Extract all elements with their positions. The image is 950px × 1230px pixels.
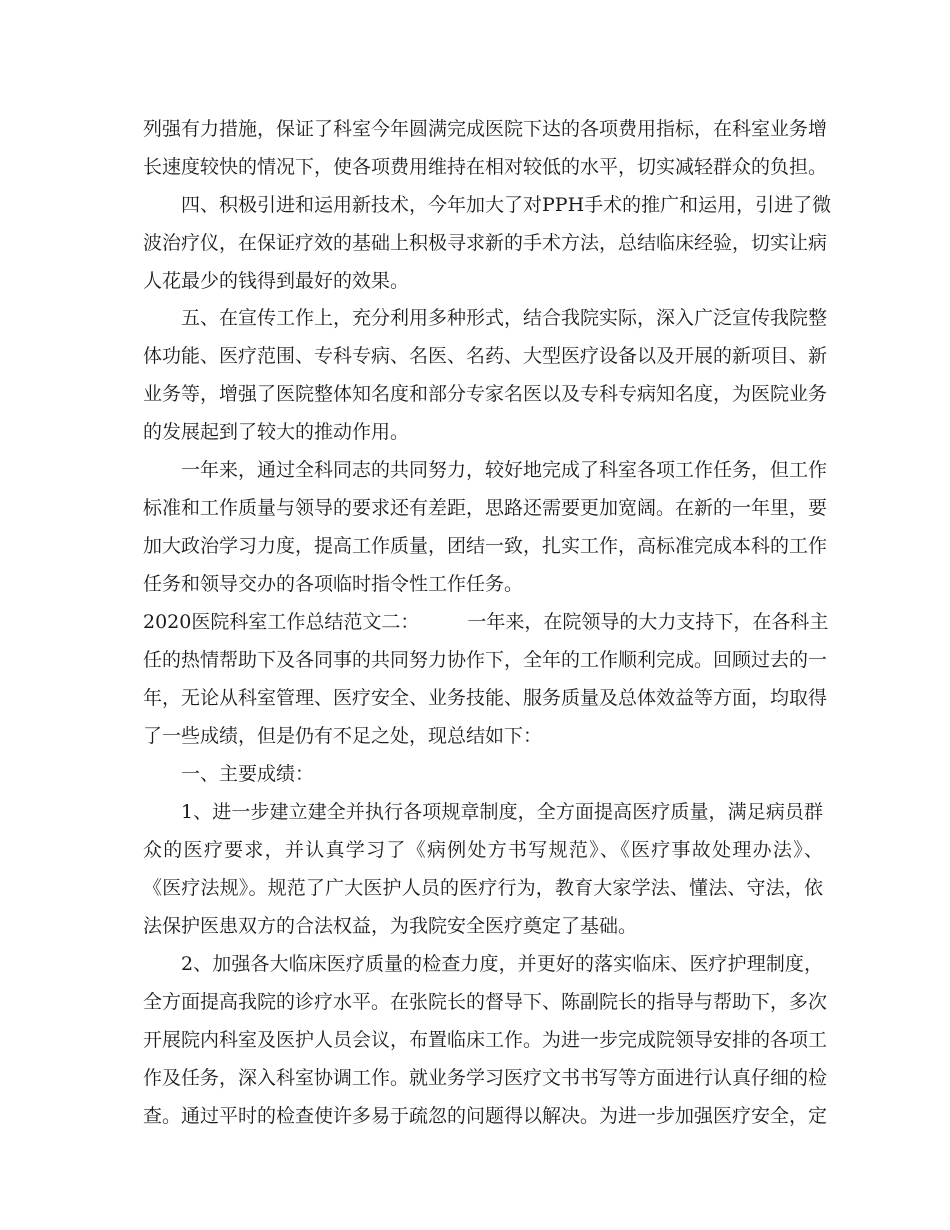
body-text-line: 众的医疗要求，并认真学习了《病例处方书写规范》、《医疗事故处理办法》、 — [143, 839, 823, 861]
paragraph-last-line: 人花最少的钱得到最好的效果。 — [143, 270, 410, 292]
body-text-line: 作及任务，深入科室协调工作。就业务学习医疗文书书写等方面进行认真仔细的检 — [143, 1067, 828, 1089]
body-text-line: 加大政治学习力度，提高工作质量，团结一致，扎实工作，高标准完成本科的工作 — [143, 535, 828, 557]
body-text-line: 波治疗仪，在保证疗效的基础上积极寻求新的手术方法，总结临床经验，切实让病 — [143, 232, 828, 254]
paragraph-first-line: 一年来，通过全科同志的共同努力，较好地完成了科室各项工作任务，但工作 — [181, 459, 828, 481]
body-text-line: 列强有力措施，保证了科室今年圆满完成医院下达的各项费用指标，在科室业务增 — [143, 118, 828, 140]
body-text-line: 长速度较快的情况下，使各项费用维持在相对较低的水平，切实减轻群众的负担。 — [143, 156, 828, 178]
body-text-line: 任的热情帮助下及各同事的共同努力协作下，全年的工作顺利完成。回顾过去的一 — [143, 649, 828, 671]
section-intro-text: 一年来，在院领导的大力支持下，在各科主 — [467, 611, 829, 633]
paragraph-last-line: 的发展起到了较大的推动作用。 — [143, 421, 410, 443]
paragraph-first-line: 五、在宣传工作上，充分利用多种形式，结合我院实际，深入广泛宣传我院整 — [181, 307, 828, 329]
body-text-line: 标准和工作质量与领导的要求还有差距，思路还需要更加宽阔。在新的一年里，要 — [143, 497, 828, 519]
body-text-line: 全方面提高我院的诊疗水平。在张院长的督导下、陈副院长的指导与帮助下，多次 — [143, 991, 828, 1013]
body-text-line: 体功能、医疗范围、专科专病、名医、名药、大型医疗设备以及开展的新项目、新 — [143, 345, 828, 367]
body-text-line: 业务等，增强了医院整体知名度和部分专家名医以及专科专病知名度，为医院业务 — [143, 383, 828, 405]
section-heading-line — [143, 610, 829, 634]
section-heading: 2020医院科室工作总结范文二： — [143, 611, 420, 633]
body-text-line: 查。通过平时的检查使许多易于疏忽的问题得以解决。为进一步加强医疗安全，定 — [143, 1105, 828, 1127]
paragraph-last-line: 了一些成绩，但是仍有不足之处，现总结如下： — [143, 725, 543, 747]
paragraph-first-line: 2、加强各大临床医疗质量的检查力度，并更好的落实临床、医疗护理制度， — [181, 953, 823, 975]
paragraph-last-line: 任务和领导交办的各项临时指令性工作任务。 — [143, 573, 524, 595]
body-text-line: 开展院内科室及医护人员会议，布置临床工作。为进一步完成院领导安排的各项工 — [143, 1029, 828, 1051]
paragraph-first-line: 1、进一步建立建全并执行各项规章制度，全方面提高医疗质量，满足病员群 — [181, 801, 823, 823]
body-text-line: 年，无论从科室管理、医疗安全、业务技能、服务质量及总体效益等方面，均取得 — [143, 687, 828, 709]
subheading: 一、主要成绩： — [181, 763, 315, 785]
paragraph-first-line: 四、积极引进和运用新技术，今年加大了对PPH手术的推广和运用，引进了微 — [181, 194, 832, 216]
body-text-line: 《医疗法规》。规范了广大医护人员的医疗行为，教育大家学法、懂法、守法，依 — [143, 877, 823, 899]
paragraph-last-line: 法保护医患双方的合法权益，为我院安全医疗奠定了基础。 — [143, 915, 638, 937]
